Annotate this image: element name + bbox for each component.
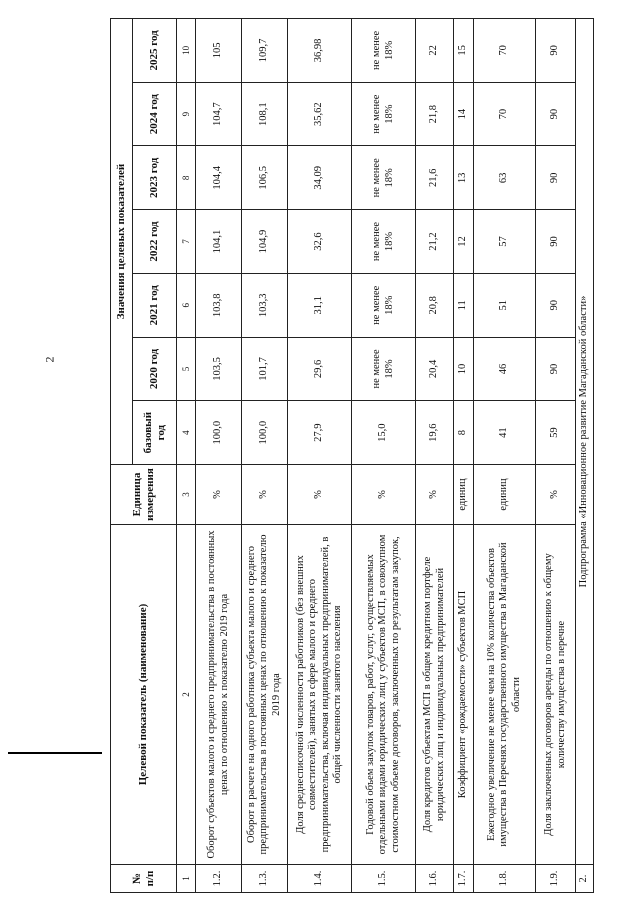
column-index: 6	[177, 273, 196, 337]
row-value: 15	[454, 19, 474, 83]
row-value: 103,5	[196, 337, 242, 401]
row-name: Ежегодное увеличение не менее чем на 10% количества объектов имущества в Перечнях государственного имущества в Магаданской области	[474, 525, 536, 865]
column-index: 9	[177, 82, 196, 146]
row-unit: %	[352, 465, 416, 525]
column-index: 4	[177, 401, 196, 465]
row-value: 90	[536, 210, 576, 274]
row-num: 1.3.	[242, 865, 288, 893]
row-num: 1.8.	[474, 865, 536, 893]
row-value: 90	[536, 337, 576, 401]
row-value: 8	[454, 401, 474, 465]
row-num: 1.6.	[416, 865, 454, 893]
table-row	[474, 19, 536, 893]
row-value: 21,8	[416, 82, 454, 146]
row-value: не менее 18%	[352, 82, 416, 146]
column-index: 5	[177, 337, 196, 401]
header-year: 2020 год	[133, 337, 177, 401]
row-value: 104,7	[196, 82, 242, 146]
row-value: 11	[454, 273, 474, 337]
row-name: Доля заключенных договоров аренды по отношению к общему количеству имущества в перечне	[536, 525, 576, 865]
column-index: 8	[177, 146, 196, 210]
header-year: 2023 год	[133, 146, 177, 210]
row-value: 70	[474, 82, 536, 146]
row-value: 20,4	[416, 337, 454, 401]
row-value: не менее 18%	[352, 19, 416, 83]
header-name: Целевой показатель (наименование)	[111, 525, 177, 865]
row-num: 1.7.	[454, 865, 474, 893]
row-value: 100,0	[242, 401, 288, 465]
table-row	[242, 19, 288, 893]
row-value: 22	[416, 19, 454, 83]
row-value: 41	[474, 401, 536, 465]
row-value: 32,6	[288, 210, 352, 274]
row-unit: %	[536, 465, 576, 525]
indicators-table	[110, 18, 594, 893]
row-value: не менее 18%	[352, 146, 416, 210]
row-value: 46	[474, 337, 536, 401]
row-value: 105	[196, 19, 242, 83]
row-unit: %	[242, 465, 288, 525]
row-value: не менее 18%	[352, 210, 416, 274]
table-row	[536, 19, 576, 893]
row-name: Годовой объем закупок товаров, работ, услуг, осуществляемых отдельными видами юридических лиц у субъектов МСП, в совокупном стоимостном объеме договоров, заключенных по результатам закупок,	[352, 525, 416, 865]
header-year: 2025 год	[133, 19, 177, 83]
row-value: 29,6	[288, 337, 352, 401]
row-num: 1.4.	[288, 865, 352, 893]
header-unit: Единица измерения	[111, 465, 177, 525]
table-row	[288, 19, 352, 893]
row-num: 1.5.	[352, 865, 416, 893]
header-year: 2021 год	[133, 273, 177, 337]
row-name: Оборот субъектов малого и среднего предпринимательства в постоянных ценах по отношению к показателю 2019 года	[196, 525, 242, 865]
table-row	[454, 19, 474, 893]
row-unit: %	[196, 465, 242, 525]
row-value: 15,0	[352, 401, 416, 465]
row-value: 13	[454, 146, 474, 210]
row-value: 106,5	[242, 146, 288, 210]
header-year: базовый год	[133, 401, 177, 465]
row-value: не менее 18%	[352, 337, 416, 401]
row-value: 27,9	[288, 401, 352, 465]
column-index: 1	[177, 865, 196, 893]
row-value: 90	[536, 146, 576, 210]
row-value: 36,98	[288, 19, 352, 83]
row-value: 104,4	[196, 146, 242, 210]
table-row	[352, 19, 416, 893]
table-row	[196, 19, 242, 893]
row-value: 104,9	[242, 210, 288, 274]
header-year: 2024 год	[133, 82, 177, 146]
row-value: 101,7	[242, 337, 288, 401]
row-value: 12	[454, 210, 474, 274]
row-unit: %	[416, 465, 454, 525]
row-value: 35,62	[288, 82, 352, 146]
row-value: 19,6	[416, 401, 454, 465]
row-value: 100,0	[196, 401, 242, 465]
header-values-group: Значения целевых показателей	[111, 19, 133, 465]
subprogram-title: Подпрограмма «Инновационное развитие Магаданской области»	[576, 19, 594, 865]
subprogram-row	[576, 19, 594, 893]
row-unit: единиц	[474, 465, 536, 525]
row-value: 90	[536, 19, 576, 83]
row-num: 1.2.	[196, 865, 242, 893]
rotated-table-wrapper	[110, 18, 590, 893]
row-unit: единиц	[454, 465, 474, 525]
row-value: 104,1	[196, 210, 242, 274]
subprogram-num: 2.	[576, 865, 594, 893]
row-name: Оборот в расчете на одного работника субъекта малого и среднего предпринимательства в постоянных ценах по отношению к показателю 2019 года	[242, 525, 288, 865]
column-index: 10	[177, 19, 196, 83]
row-value: 51	[474, 273, 536, 337]
row-value: не менее 18%	[352, 273, 416, 337]
header-num: № п/п	[111, 865, 177, 893]
row-num: 1.9.	[536, 865, 576, 893]
row-value: 59	[536, 401, 576, 465]
header-year: 2022 год	[133, 210, 177, 274]
row-value: 21,6	[416, 146, 454, 210]
row-value: 63	[474, 146, 536, 210]
column-index: 2	[177, 525, 196, 865]
row-value: 10	[454, 337, 474, 401]
row-name: Доля среднесписочной численности работников (без внешних совместителей), занятых в сфере малого и среднего предпринимательства, включая индивидуальных предпринимателей, в общей численности занятого населения	[288, 525, 352, 865]
row-value: 90	[536, 82, 576, 146]
row-value: 90	[536, 273, 576, 337]
row-value: 20,8	[416, 273, 454, 337]
row-value: 109,7	[242, 19, 288, 83]
row-value: 57	[474, 210, 536, 274]
row-value: 103,8	[196, 273, 242, 337]
row-value: 103,3	[242, 273, 288, 337]
row-value: 21,2	[416, 210, 454, 274]
row-name: Коэффициент «рождаемости» субъектов МСП	[454, 525, 474, 865]
row-value: 34,09	[288, 146, 352, 210]
page-number: 2	[42, 356, 57, 363]
table-row	[416, 19, 454, 893]
row-value: 14	[454, 82, 474, 146]
column-index: 3	[177, 465, 196, 525]
row-value: 108,1	[242, 82, 288, 146]
column-index-row	[177, 19, 196, 893]
row-unit: %	[288, 465, 352, 525]
row-name: Доля кредитов субъектам МСП в общем кредитном портфеле юридических лиц и индивидуальных предпринимателей	[416, 525, 454, 865]
row-value: 70	[474, 19, 536, 83]
column-index: 7	[177, 210, 196, 274]
row-value: 31,1	[288, 273, 352, 337]
divider-line	[8, 752, 102, 754]
